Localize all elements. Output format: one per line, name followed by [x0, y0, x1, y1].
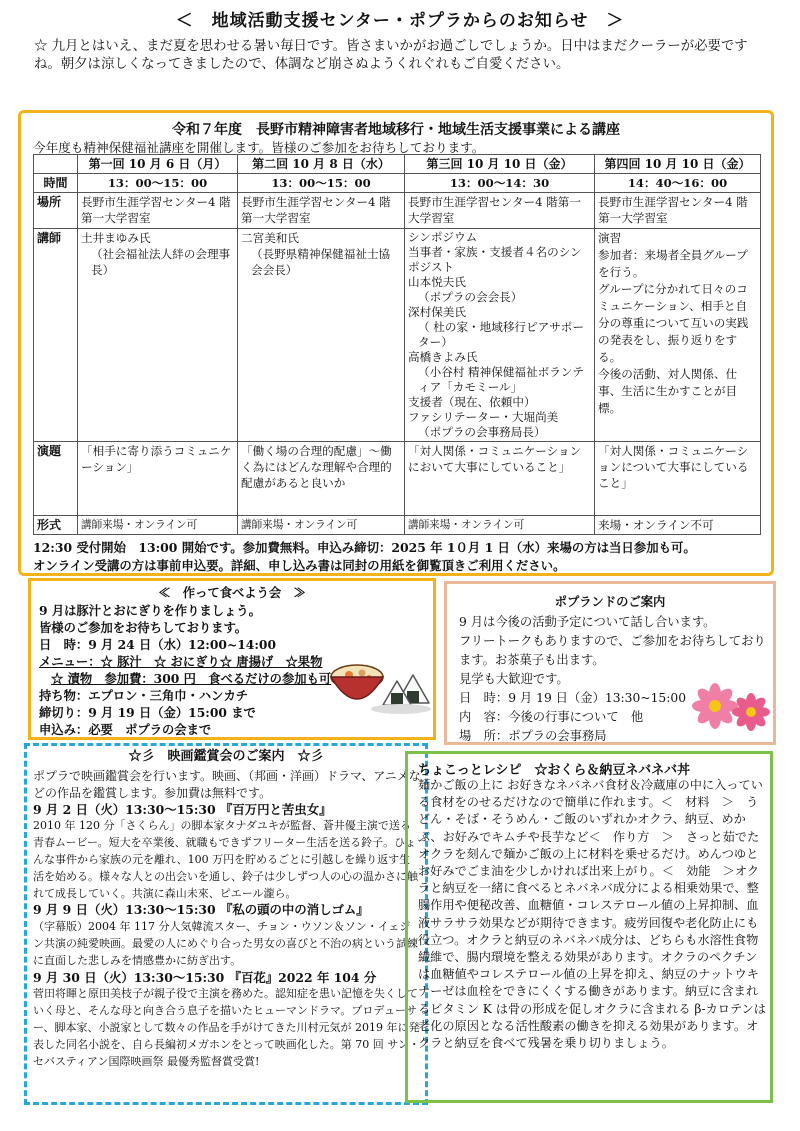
- cooking-line: 日 時：9 月 24 日（水）12:00~14:00: [39, 637, 277, 652]
- recipe-body: 麺かご飯の上に お好きなネバネバ食材＆冷蔵庫の中に入っている食材をのせるだけなので簡単に作れます。＜ 材料 ＞ うどん・そば・そうめん・ご飯のいずれかオクラ、納豆、めかぶ、お好みでキムチや長芋など＜ 作り方 ＞ さっと茹でたオクラを刻んで麺かご飯の上に材料を乗せるだけ。めんつゆとお好みでごま油を少しかければ出来上がり。＜ 効能 ＞オクラと納豆を一緒に食べるとネバネバ成分による相乗効果で、整腸作用や便秘改善、血糖値・コレステロール値の上昇抑制、血液サラサラ効果などが期待できます。疲労回復や老化防止にも役立つ。オクラと納豆のネバネバ成分は、どちらも水溶性食物繊維で、腸内環境を整える効果があります。オクラのペクチンは血糖値やコレステロール値の上昇を抑え、納豆のナットウキナーゼは血栓をできにくくする働きがあります。納豆に含まれるビタミン K は骨の形成を促しオクラに含まれる β-カロテンは老化の原因となる活性酸素の働きを抑える効果があります。オクラと納豆を食べて残暑を乗り切りましょう。: [418, 778, 766, 1051]
- film-description: 菅田将暉と原田美枝子が親子役で主演を務めた。認知症を患い記憶を失くしていく母と、そんな母と向き合う息子を描いたヒューマンドラマ。プロデューサー、脚本家、小説家として数々の作品を手がけてきた川村元気が 2019 年に発表した同名小説を、自ら長編初メガホンをとって映画化した。第 70 回 サン・セバスティアン国際映画祭 最優秀監督賞受賞!: [33, 987, 420, 1068]
- session-3-lecturer: [405, 229, 595, 442]
- cooking-section: [28, 578, 436, 740]
- session-1-place: 長野市生涯学習センター4 階第一大学習室: [78, 193, 238, 229]
- poplan-line: フリートークもありますので、ご参加をお待ちしております。お茶菓子も出ます。: [459, 634, 766, 667]
- lecturer-line: 深村保美氏: [408, 305, 466, 319]
- session-4-time: 14：40～16：00: [595, 174, 761, 193]
- row-label-topic: 演題: [34, 442, 78, 516]
- lecturer-line: 高橋きよみ氏: [408, 350, 478, 364]
- table-row: [34, 229, 761, 442]
- session-4-topic: 「対人関係・コミュニケーションについて大事にしていること」: [595, 442, 761, 516]
- tonjiru-onigiri-illustration: [329, 643, 433, 723]
- lecturer-line: 当事者・家族・支援者４名のシンポジスト: [408, 245, 582, 274]
- lecturer-line: 演習: [598, 231, 622, 245]
- session-1-format: 講師来場・オンライン可: [78, 516, 238, 535]
- movie-section: [24, 743, 428, 1105]
- lecture-section: [18, 110, 774, 576]
- table-corner-cell: [34, 155, 78, 174]
- lecturer-line: 土井まゆみ氏: [81, 231, 151, 245]
- session-3-place: 長野市生涯学習センター4 階第一大学習室: [405, 193, 595, 229]
- cooking-line: 持ち物：エプロン・三角巾・ハンカチ: [39, 688, 249, 703]
- lecturer-line: （ 杜の家・地域移行ピアサポーター）: [418, 320, 584, 349]
- movie-body: [33, 768, 421, 1070]
- table-row: [34, 174, 761, 193]
- session-1-topic: 「相手に寄り添うコミュニケーション」: [78, 442, 238, 516]
- poplan-line: 内 容：今後の行事について 他: [459, 710, 644, 724]
- table-row: [34, 442, 761, 516]
- lecturer-line: （社会福祉法人絆の会理事長）: [91, 247, 231, 277]
- row-label-format: 形式: [34, 516, 78, 535]
- lecture-footer-line-2: オンライン受講の方は事前申込要。詳細、申し込み書は同封の用紙を御覧頂きご利用ください。: [33, 558, 566, 573]
- row-label-lecturer: 講師: [34, 229, 78, 442]
- row-label-time: 時間: [34, 174, 78, 193]
- lecturer-line: シンポジウム: [408, 230, 478, 244]
- poplan-line: 見学も大歓迎です。: [459, 672, 569, 686]
- session-2-time: 13：00～15：00: [238, 174, 405, 193]
- table-row: [34, 516, 761, 535]
- table-header-row: [34, 155, 761, 174]
- lecturer-line: ファシリテーター・大堀尚美: [408, 410, 559, 424]
- lecturer-line: 二宮美和氏: [241, 231, 299, 245]
- lecturer-line: （ポプラの会会長）: [418, 290, 523, 304]
- session-3-time: 13：00～14：30: [405, 174, 595, 193]
- lecturer-line: （長野県精神保健福祉士協会会長）: [251, 247, 391, 277]
- lecturer-line: （ポプラの会事務局長）: [418, 425, 546, 439]
- lecturer-line: 山本悦夫氏: [408, 275, 466, 289]
- session-4-header: 第四回 10 月 10 日（金）: [595, 155, 761, 174]
- cooking-line: メニュー：☆ 豚汁 ☆ おにぎり☆ 唐揚げ ☆果物: [39, 654, 323, 669]
- cooking-title: ≪ 作って食べよう会 ≫: [158, 585, 306, 600]
- session-2-place: 長野市生涯学習センター4 階第一大学習室: [238, 193, 405, 229]
- session-4-place: 長野市生涯学習センター4 階第一大学習室: [595, 193, 761, 229]
- lecturer-line: 今後の活動、対人関係、仕事、生活に生かすことが目標。: [598, 367, 738, 415]
- cooking-line: 9 月は豚汁とおにぎりを作りましょう。: [39, 603, 261, 618]
- movie-title: ☆彡 映画鑑賞会のご案内 ☆彡: [128, 749, 324, 764]
- lecture-title: 令和７年度 長野市精神障害者地域移行・地域生活支援事業による講座: [172, 122, 620, 138]
- film-schedule: 9 月 9 日（火）13:30～15:30 『私の頭の中の消しゴム』: [33, 902, 369, 918]
- lecture-footer-line-1: 12:30 受付開始 13:00 開始です。参加費無料。申込み締切：2025 年 1０月 1 日（水）来場の方は当日参加も可。: [33, 540, 696, 555]
- page-title: ＜ 地域活動支援センター・ポプラからのお知らせ ＞: [175, 11, 625, 31]
- cooking-line: 皆様のご参加をお待ちしております。: [39, 620, 248, 635]
- session-3-format: 講師来場・オンライン可: [405, 516, 595, 535]
- session-3-topic: 「対人関係・コミュニケーションにおいて大事にしていること」: [405, 442, 595, 516]
- lecturer-line: 支援者（現在、依頼中）: [408, 395, 536, 409]
- recipe-title: ちょこっとレシピ ☆おくら＆納豆ネバネバ丼: [418, 763, 691, 778]
- session-1-header: 第一回 10 月 6 日（月）: [78, 155, 238, 174]
- cooking-line: ☆ 漬物 参加費：300 円 食べるだけの参加も可: [51, 671, 332, 686]
- poplan-section: [444, 581, 776, 745]
- film-description: （字幕版）2004 年 117 分人気韓流スター、チョン・ウソン＆ソン・イェジン共演の純愛映画。最愛の人にめぐり合った男女の喜びと不治の病という試練に直面した悲しみを情感豊かに紡ぎ出す。: [33, 920, 418, 967]
- film-schedule: 9 月 30 日（火）13:30～15:30 『百花』2022 年 104 分: [33, 969, 377, 985]
- lecturer-line: グループに分かれて日々のコミュニケーション、相手と自分の尊重について互いの実践の発表をし、振り返りをする。: [598, 282, 749, 364]
- session-2-format: 講師来場・オンライン可: [238, 516, 405, 535]
- cooking-line: 締切り：9 月 19 日（金）15:00 まで: [39, 705, 256, 720]
- lecture-footer: [33, 539, 763, 575]
- intro-text: ☆ 九月とはいえ、まだ夏を思わせる暑い毎日です。皆さまいかがお過ごしでしょうか。日中はまだクーラーが必要ですね。朝夕は涼しくなってきましたので、体調など崩さぬようくれぐれもご自愛ください。: [34, 39, 748, 72]
- film-schedule: 9 月 2 日（火）13:30～15:30 『百万円と苦虫女』: [33, 801, 332, 817]
- session-2-topic: 「働く場の合理的配慮」～働く為にはどんな理解や合理的配慮があると良いか: [238, 442, 405, 516]
- lecture-table: [33, 154, 761, 535]
- lecture-subtitle: 今年度も精神保健福祉講座を開催します。皆様のご参加をお待ちしております。: [33, 140, 485, 155]
- table-row: [34, 193, 761, 229]
- movie-intro: ポプラで映画鑑賞会を行います。映画、（邦画・洋画）ドラマ、アニメなどの作品を鑑賞します。参加費は無料です。: [33, 769, 421, 800]
- lecturer-line: （小谷村 精神保健福祉ボランティア「カモミール」: [418, 365, 584, 394]
- film-description: 2010 年 120 分「さくらん」の脚本家タナダユキが監督、蒼井優主演で送る青春ムービー。短大を卒業後、就職もできずフリーター生活を送る鈴子。ひょんな事件から家族の元を離れ、100 万円を貯めるごとに引越しを繰り返す生活を始める。様々な人との出会いを通し、鈴子は少しずつ人の心の温かさに触れて成長していく。共演に森山未來、ピエール瀧ら。: [33, 819, 418, 900]
- poplan-title: ポプランドのご案内: [554, 594, 666, 609]
- lecturer-line: 参加者：来場者全員グループを行う。: [598, 248, 748, 279]
- session-1-lecturer: [78, 229, 238, 442]
- session-1-time: 13：00～15：00: [78, 174, 238, 193]
- poplan-line: 9 月は今後の活動予定について話し合います。: [459, 615, 716, 629]
- session-2-lecturer: [238, 229, 405, 442]
- cooking-line: 申込み：必要 ポプラの会まで: [39, 722, 212, 737]
- session-4-lecturer: [595, 229, 761, 442]
- session-2-header: 第二回 10 月 8 日（水）: [238, 155, 405, 174]
- session-4-format: 来場・オンライン不可: [595, 516, 761, 535]
- row-label-place: 場所: [34, 193, 78, 229]
- session-3-header: 第三回 10 月 10 日（金）: [405, 155, 595, 174]
- poplan-line: 日 時：9 月 19 日（金）13:30~15:00: [459, 691, 687, 705]
- cosmos-flower-illustration: [689, 680, 773, 738]
- poplan-line: 場 所：ポプラの会事務局: [459, 729, 607, 743]
- recipe-section: [405, 751, 773, 1103]
